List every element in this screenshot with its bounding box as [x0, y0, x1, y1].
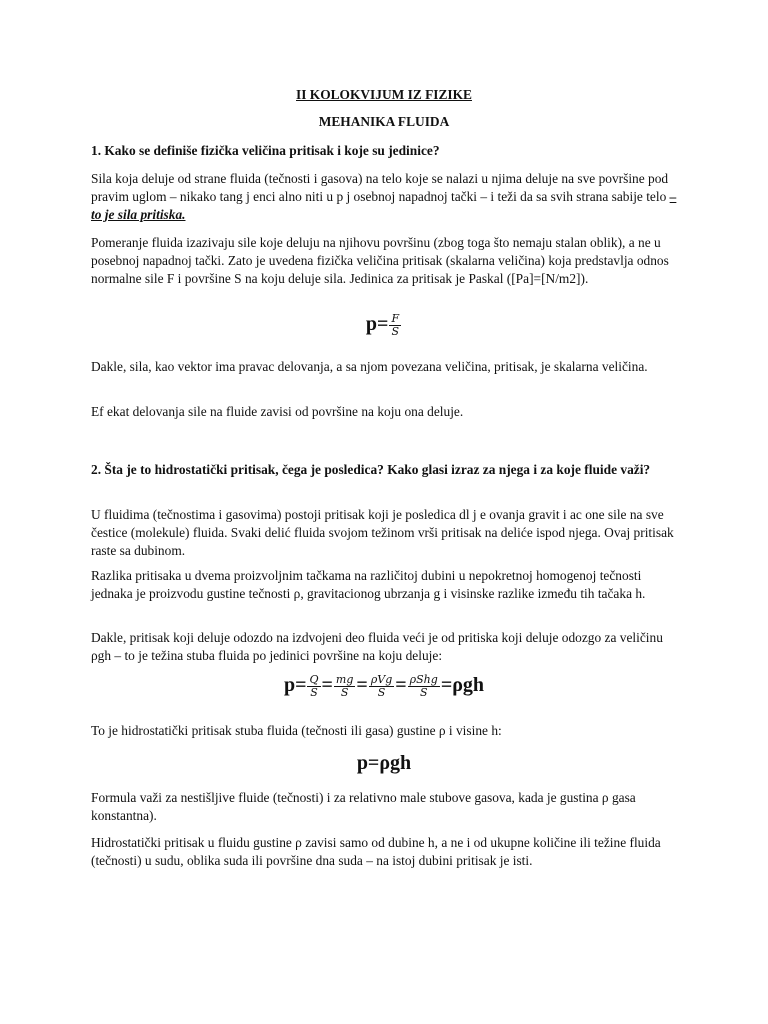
fraction-denominator: S	[377, 686, 386, 699]
fraction-numerator: F	[391, 312, 400, 325]
pressure-formula	[0, 313, 768, 338]
q2-paragraph-4: To je hidrostatički pritisak stuba fluida (tečnosti ili gasa) gustine ρ i visine h:	[91, 723, 502, 738]
derivation-rhs: =ρgh	[440, 674, 485, 697]
fraction-denominator: S	[310, 686, 318, 699]
fraction-rhoshg-over-s	[408, 674, 440, 699]
fraction-q-over-s	[307, 674, 320, 699]
q1-paragraph-4: Ef ekat delovanja sile na fluide zavisi od površine na koju ona deluje.	[91, 404, 464, 419]
q1-paragraph-2: Pomeranje fluida izazivaju sile koje deluju na njihovu površinu (zbog toga što nemaju stalan oblik), a ne u posebnoj napadnoj tački. Zato je uvedena fizička veličina pritisak (skalarna veličina) koja predstavlja odnos normalne sile F i površine S na koju deluje sila. Jedinica za pritisak je Paskal ([Pa]=[N/m2]).	[91, 235, 669, 286]
q1-paragraph-3: Dakle, sila, kao vektor ima pravac delovanja, a sa njom povezana veličina, pritisak, je skalarna veličina.	[91, 359, 648, 374]
fraction-denominator: S	[419, 686, 428, 699]
q1-paragraph-1-emphasis: – to je sila pritiska.	[91, 189, 677, 222]
q2-paragraph-3: Dakle, pritisak koji deluje odozdo na izdvojeni deo fluida veći je od pritiska koji deluje odozgo za veličinu ρgh – to je težina stuba fluida po jedinici površine na koju deluje:	[91, 630, 663, 663]
fraction-rhovg-over-s	[369, 674, 394, 699]
equals-sign: =	[321, 674, 333, 697]
hydrostatic-formula: p=ρgh	[356, 752, 412, 774]
equals-sign: =	[356, 674, 368, 697]
fraction-numerator: ρShg	[409, 673, 438, 686]
hydrostatic-formula-derivation	[0, 674, 768, 699]
q2-paragraph-2: Razlika pritisaka u dvema proizvoljnim tačkama na različitoj dubini u nepokretnoj homogenoj tečnosti jednaka je proizvodu gustine tečnosti ρ, gravitacionog ubrzanja g i visinske razlike između tih tačaka h.	[91, 568, 646, 601]
q2-paragraph-1: U fluidima (tečnostima i gasovima) postoji pritisak koji je posledica dl j e ovanja gravit i ac one sile na sve čestice (molekule) fluida. Svaki delić fluida svojom težinom vrši pritisak na deliće ispod njega. Ovaj pritisak raste sa dubinom.	[91, 507, 674, 558]
q1-paragraph-1-text: Sila koja deluje od strane fluida (tečnosti i gasova) na telo koje se nalazi u njima deluje na sve površine pod pravim uglom – nikako tang j enci alno niti u p j osebnoj napadnoj tački – i teži da sa svih strana sabije telo	[91, 171, 670, 204]
q1-paragraph-1	[91, 170, 681, 224]
fraction-mg-over-s	[334, 674, 355, 699]
fraction-numerator: Q	[309, 673, 319, 686]
derivation-lhs: p=	[283, 674, 307, 697]
document-title: II KOLOKVIJUM IZ FIZIKE	[296, 87, 472, 102]
document-subtitle: MEHANIKA FLUIDA	[318, 114, 450, 129]
q2-paragraph-5: Formula važi za nestišljive fluide (tečnosti) i za relativno male stubove gasova, kada je gustina ρ gasa konstantna).	[91, 790, 636, 823]
question-1-heading: 1. Kako se definiše fizička veličina pritisak i koje su jedinice?	[91, 143, 440, 158]
fraction-denominator: S	[391, 325, 400, 338]
fraction-numerator: ρVg	[370, 673, 393, 686]
fraction-f-over-s	[389, 313, 401, 338]
equals-sign: =	[395, 674, 407, 697]
pressure-formula-lhs: p=	[365, 313, 389, 336]
q2-paragraph-6: Hidrostatički pritisak u fluidu gustine ρ zavisi samo od dubine h, a ne i od ukupne količine ili težine fluida (tečnosti) u sudu, oblika suda ili površine dna suda – na istoj dubini pritisak je isti.	[91, 835, 661, 868]
fraction-denominator: S	[340, 686, 349, 699]
question-2-heading: 2. Šta je to hidrostatički pritisak, čega je posledica? Kako glasi izraz za njega i za koje fluide važi?	[91, 462, 651, 477]
fraction-numerator: mg	[335, 673, 354, 686]
